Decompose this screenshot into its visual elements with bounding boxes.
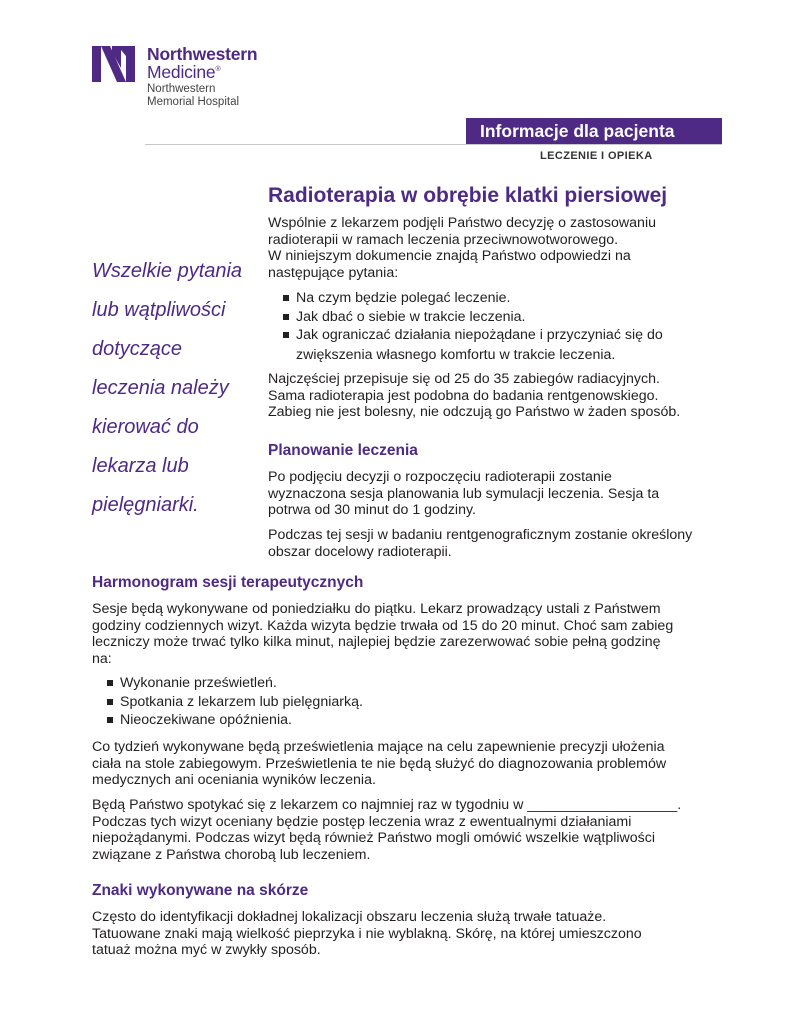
sidebar-line: pielęgniarki. (92, 494, 199, 516)
logo-line1: Northwestern (147, 44, 258, 64)
sidebar-line: lekarza lub (92, 455, 189, 477)
schedule-bullets (106, 674, 363, 730)
skin-marks-heading: Znaki wykonywane na skórze (92, 882, 309, 899)
list-item: Spotkania z lekarzem lub pielęgniarką. (106, 693, 363, 712)
intro-paragraph: Wspólnie z lekarzem podjęli Państwo decyzję o zastosowaniu radioterapii w ramach leczenia przeciwnowotworowego. W niniejszym dokumencie znajdą Państwo odpowiedzi na następujące pytania: (268, 215, 656, 281)
schedule-paragraph-2: Co tydzień wykonywane będą prześwietlenia mające na celu zapewnienie precyzji ułożenia ciała na stole zabiegowym. Prześwietlenia te nie będą służyć do diagnozowania problemów medycznych ani oceniania wyników leczenia. (92, 739, 667, 789)
sidebar-line: leczenia należy (92, 377, 229, 399)
northwestern-medicine-logo (92, 44, 292, 114)
intro-bullets (282, 289, 663, 345)
sidebar-line: Wszelkie pytania (92, 260, 243, 282)
sidebar-line: dotyczące (92, 338, 183, 360)
list-item: Jak dbać o siebie w trakcie leczenia. (282, 308, 663, 327)
list-item: Na czym będzie polegać leczenie. (282, 289, 663, 308)
logo-line2: Medicine® (147, 62, 221, 82)
section-subhead: LECZENIE I OPIEKA (540, 150, 653, 162)
planning-paragraph-1: Po podjęciu decyzji o rozpoczęciu radioterapii zostanie wyznaczona sesja planowania lub symulacji leczenia. Sesja ta potrwa od 30 minut do 1 godziny. (268, 469, 660, 519)
list-item: Wykonanie prześwietleń. (106, 674, 363, 693)
sidebar-line: kierować do (92, 416, 199, 438)
sidebar-line: lub wątpliwości (92, 299, 226, 321)
planning-paragraph-2: Podczas tej sesji w badaniu rentgenograficznym zostanie określony obszar docelowy radioterapii. (268, 527, 693, 560)
patient-info-band (466, 118, 722, 144)
header-divider (145, 144, 722, 145)
band-title: Informacje dla pacjenta (480, 121, 675, 141)
planning-heading: Planowanie leczenia (268, 442, 418, 459)
list-item: Nieoczekiwane opóźnienia. (106, 711, 363, 730)
sidebar-callout (92, 252, 262, 525)
skin-marks-paragraph: Często do identyfikacji dokładnej lokalizacji obszaru leczenia służą trwałe tatuaże. Tatuowane znaki mają wielkość pieprzyka i nie wyblakną. Skórę, na której umieszczono tatuaż można myć w zwykły sposób. (92, 909, 642, 959)
page-title: Radioterapia w obrębie klatki piersiowej (268, 184, 668, 207)
bullet-continuation: zwiększenia własnego komfortu w trakcie leczenia. (296, 347, 616, 363)
logo-hospital: Northwestern Memorial Hospital (147, 83, 240, 108)
intro-after-paragraph: Najczęściej przepisuje się od 25 do 35 zabiegów radiacyjnych. Sama radioterapia jest podobna do badania rentgenowskiego. Zabieg nie jest bolesny, nie odczują go Państwo w żaden sposób. (268, 371, 681, 421)
nm-logo-icon (92, 46, 142, 82)
list-item: Jak ograniczać działania niepożądane i przyczyniać się do (282, 326, 663, 345)
schedule-paragraph-1: Sesje będą wykonywane od poniedziałku do piątku. Lekarz prowadzący ustali z Państwem godziny codziennych wizyt. Każda wizyta będzie trwała od 15 do 20 minut. Choć sam zabieg leczniczy może trwać tylko kilka minut, najlepiej będzie zarezerwować sobie pełną godzinę na: (92, 601, 674, 667)
schedule-paragraph-3: Będą Państwo spotykać się z lekarzem co najmniej raz w tygodniu w ___________________. Podczas tych wizyt oceniany będzie postęp leczenia wraz z ewentualnymi działaniami niepożądanymi. Podczas wizyt będą również Państwo mogli omówić wszelkie wątpliwości związane z Państwa chorobą lub leczeniem. (92, 797, 682, 863)
schedule-heading: Harmonogram sesji terapeutycznych (92, 574, 364, 591)
